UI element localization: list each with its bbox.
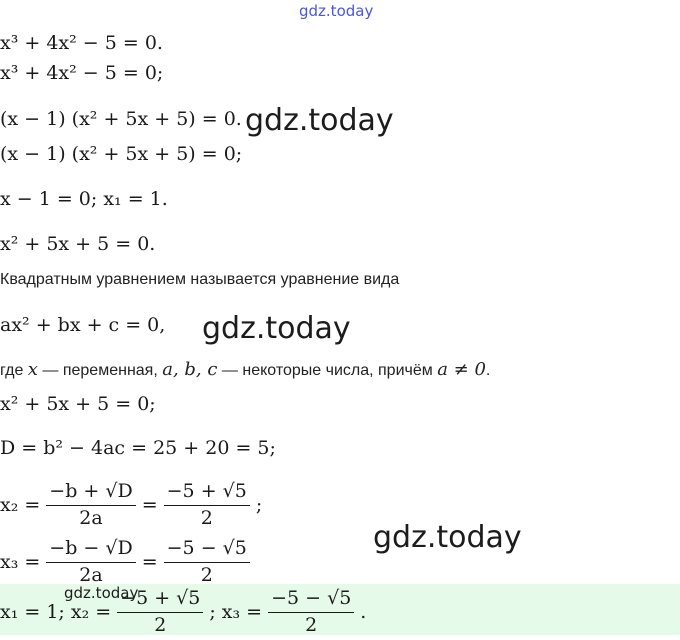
x3-general-numerator: −b − √D: [46, 538, 135, 563]
where-dot: .: [485, 362, 491, 379]
x3-formula: [0, 534, 256, 590]
watermark-top: gdz.today: [299, 2, 374, 20]
x3-value-numerator: −5 − √5: [164, 538, 250, 563]
answer-x2-numerator: −5 + √5: [117, 588, 203, 613]
x3-value-denominator: 2: [200, 563, 213, 586]
x3-value-fraction: [164, 538, 250, 587]
x2-general-denominator: 2a: [79, 506, 103, 529]
answer-x3-numerator: −5 − √5: [268, 588, 354, 613]
where-condition: a ≠ 0: [437, 359, 486, 380]
x2-tail: ;: [255, 494, 263, 516]
where-variable-x: x: [27, 359, 38, 380]
watermark-bottom: gdz.today: [64, 584, 139, 602]
definition-text: Квадратным уравнением называется уравнение вида: [0, 271, 400, 288]
x2-value-fraction: [164, 481, 250, 530]
answer-tail: .: [360, 601, 367, 623]
watermark-mid-2: gdz.today: [202, 311, 351, 346]
where-mid: — переменная,: [37, 362, 163, 379]
answer-x2-denominator: 2: [154, 613, 167, 636]
x2-value-numerator: −5 + √5: [164, 481, 250, 506]
where-end: — некоторые числа, причём: [217, 362, 438, 379]
equation-line-5: x − 1 = 0; x₁ = 1.: [0, 188, 168, 210]
x2-general-numerator: −b + √D: [46, 481, 135, 506]
equation-line-3: (x − 1) (x² + 5x + 5) = 0.: [0, 108, 242, 130]
x2-value-denominator: 2: [200, 506, 213, 529]
equation-line-2: x³ + 4x² − 5 = 0;: [0, 62, 164, 84]
answer-x3-fraction: [268, 588, 354, 637]
equation-line-8: x² + 5x + 5 = 0;: [0, 393, 156, 415]
answer-part1: x₁ = 1; x₂ =: [0, 601, 112, 623]
x2-lhs: x₂ =: [0, 494, 41, 516]
where-start: где: [0, 362, 28, 379]
x2-general-fraction: [46, 481, 135, 530]
x3-equals: =: [141, 551, 158, 573]
equation-line-1: x³ + 4x² − 5 = 0.: [0, 32, 163, 54]
where-coefficients: a, b, c: [162, 359, 218, 380]
final-answer: [0, 584, 366, 640]
discriminant-line: D = b² − 4ac = 25 + 20 = 5;: [0, 437, 276, 459]
x3-general-fraction: [46, 538, 135, 587]
answer-part2: ; x₃ =: [209, 601, 263, 623]
x2-equals: =: [141, 494, 158, 516]
watermark-mid-1: gdz.today: [245, 103, 394, 138]
variables-explanation: [0, 361, 490, 379]
x3-general-denominator: 2a: [79, 563, 103, 586]
watermark-mid-3: gdz.today: [373, 520, 522, 555]
x3-lhs: x₃ =: [0, 551, 41, 573]
equation-line-6: x² + 5x + 5 = 0.: [0, 233, 156, 255]
general-form-equation: ax² + bx + c = 0,: [0, 314, 166, 336]
answer-x3-denominator: 2: [305, 613, 318, 636]
equation-line-4: (x − 1) (x² + 5x + 5) = 0;: [0, 143, 243, 165]
x2-formula: [0, 477, 262, 533]
